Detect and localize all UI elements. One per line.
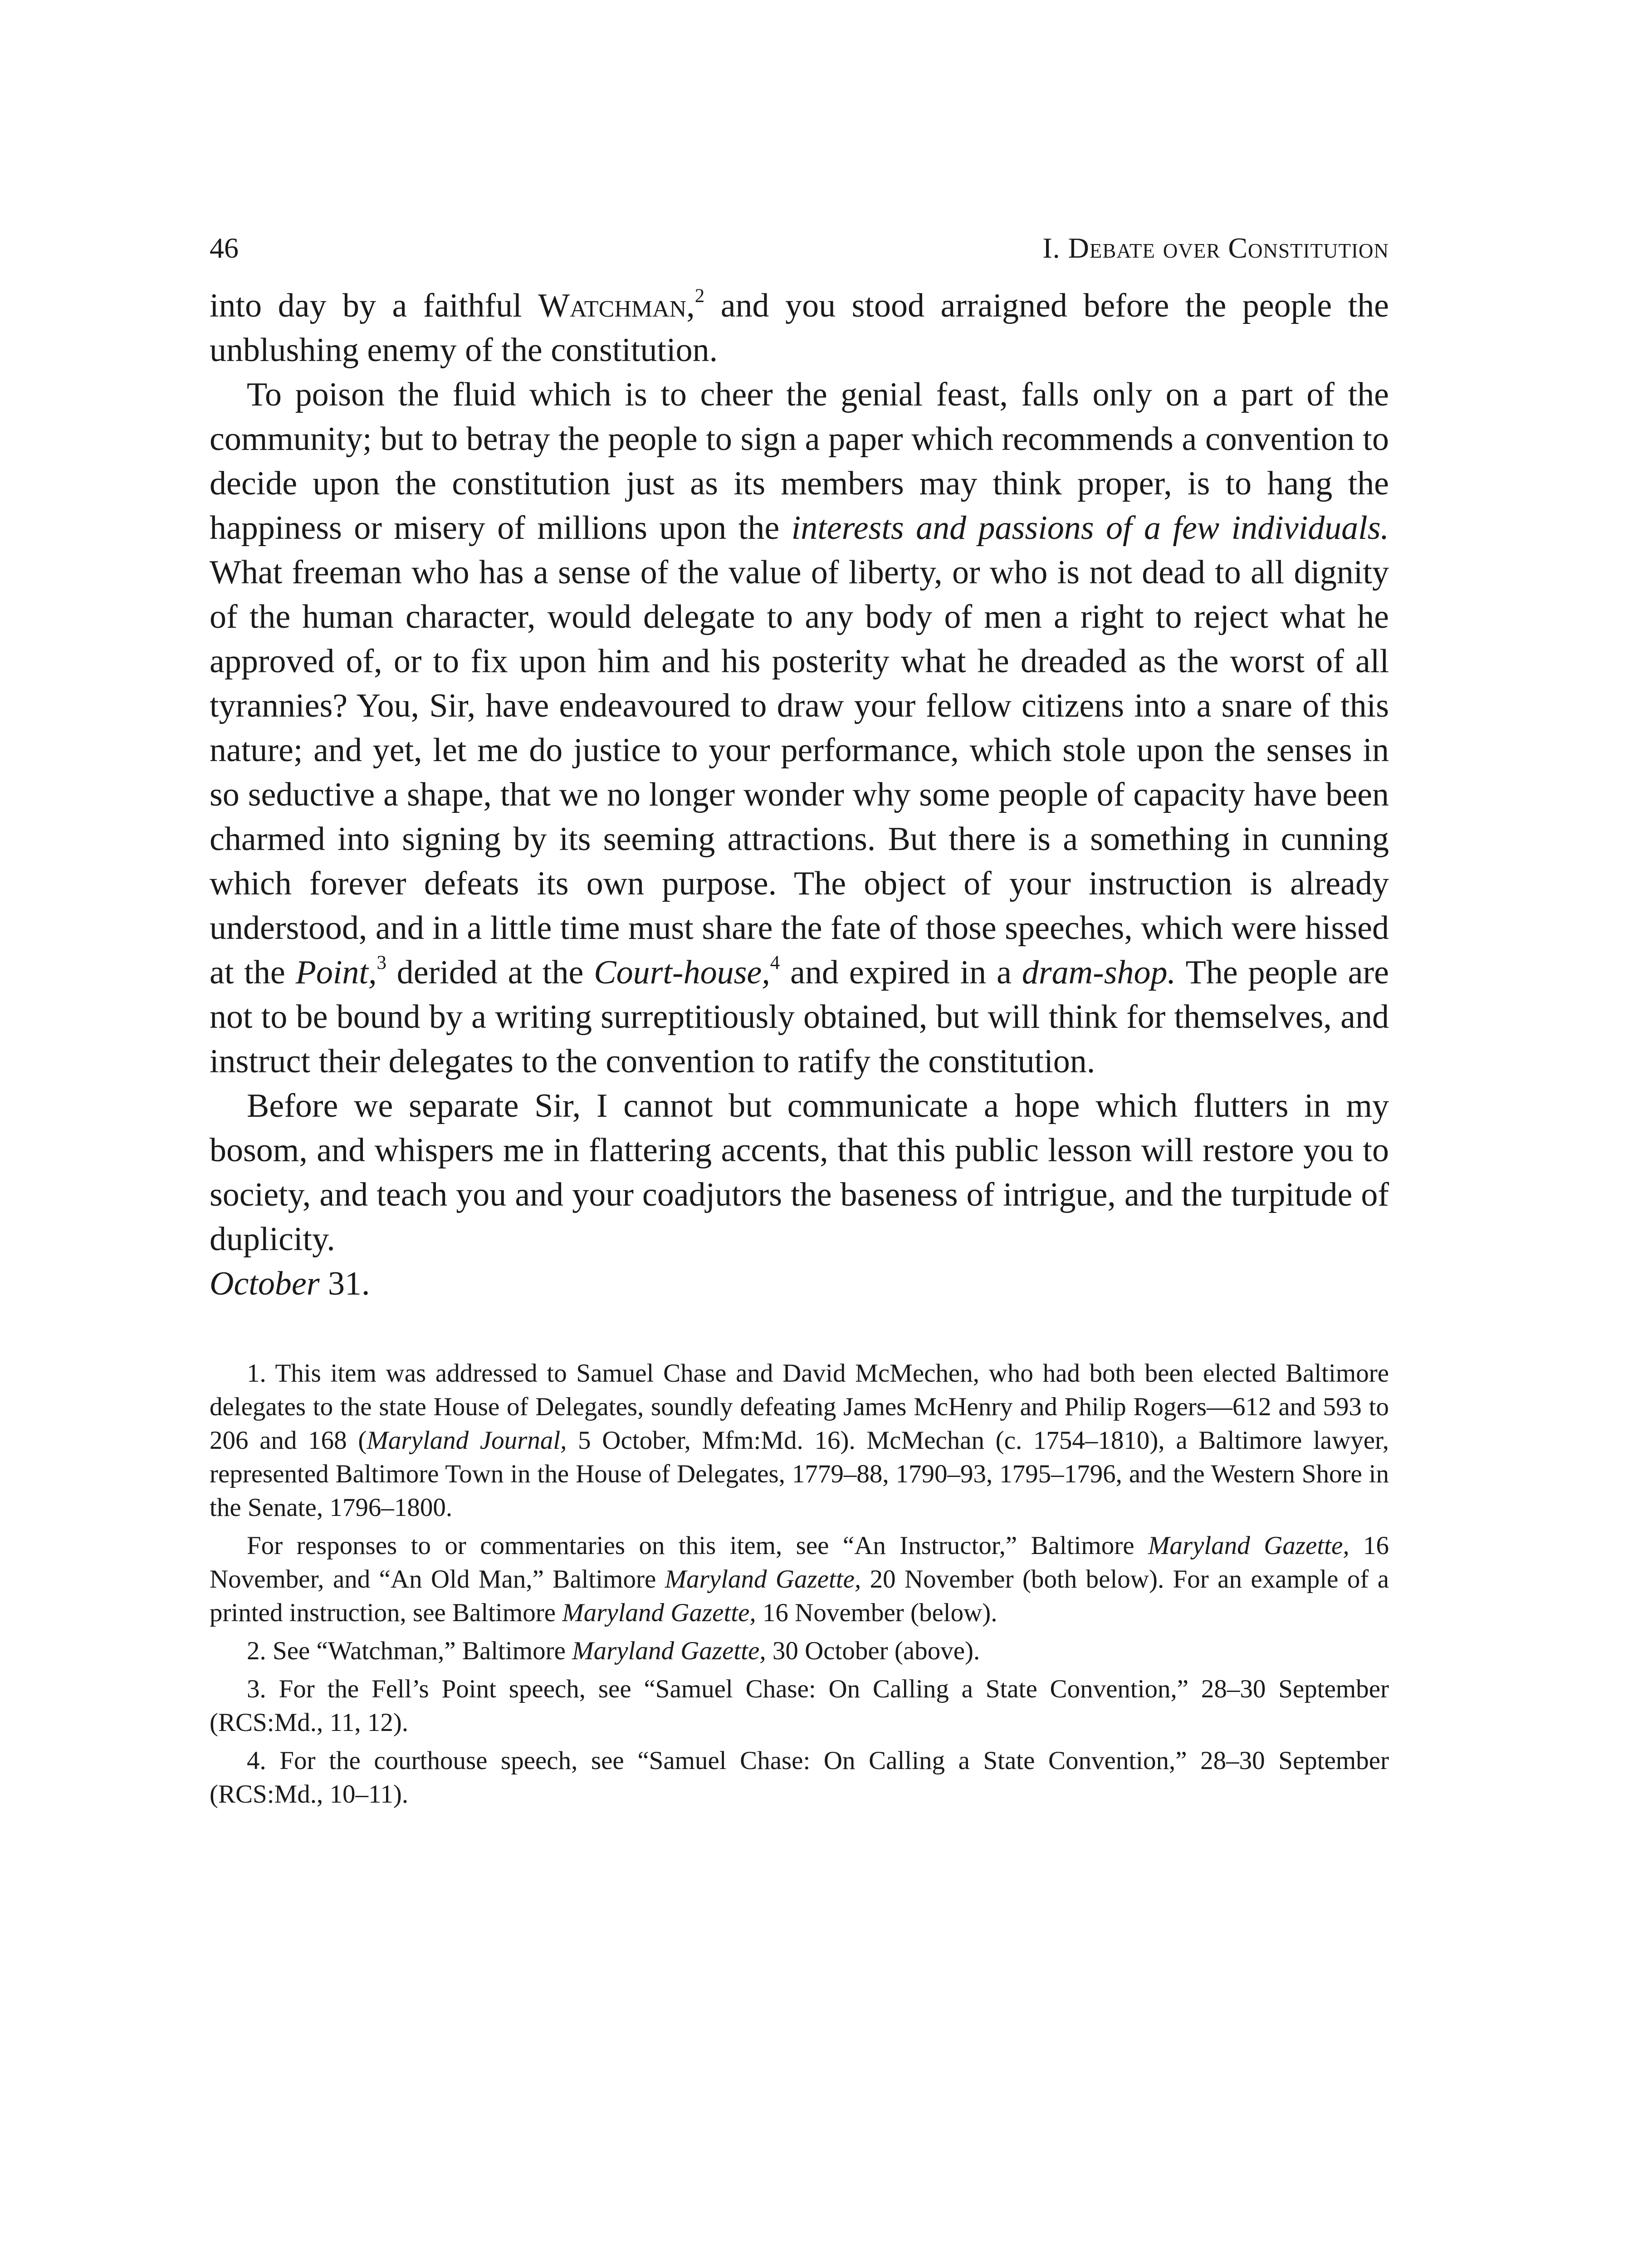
emphasis-interests: interests and passions of a few individuals. — [791, 509, 1389, 547]
dateline-month: October — [210, 1265, 320, 1302]
paragraph-1: into day by a faithful Watchman,$^2$ and you stood arraigned before the people the unblushing enemy of the constitution. — [210, 285, 1389, 369]
page-number: 46 — [210, 232, 239, 264]
dateline-day: 31. — [319, 1265, 370, 1302]
watchman-small-caps: Watchman, — [538, 287, 695, 324]
footnotes — [210, 1357, 1389, 1811]
running-head — [210, 206, 1389, 265]
emphasis-court-house: Court-house, — [594, 954, 770, 991]
emphasis-point: Point, — [295, 954, 377, 991]
footnote-2: 2. See “Watchman,” Baltimore Maryland Gazette, 30 October (above). — [247, 1637, 980, 1665]
footnote-ref-3: 3 — [376, 952, 386, 973]
section-title: I. Debate over Constitution — [1042, 232, 1389, 264]
emphasis-dram-shop: dram-shop. — [1022, 954, 1176, 991]
paragraph-3: Before we separate Sir, I cannot but communicate a hope which flutters in my bosom, and whispers me in flattering accents, that this public lesson will restore you to society, and teach you and your coadjutors the baseness of intrigue, and the turpitude of duplicity. — [210, 1087, 1389, 1258]
footnote-3: 3. For the Fell’s Point speech, see “Samuel Chase: On Calling a State Convention,” 28–30 September (RCS:Md., 11, 12). — [210, 1675, 1389, 1737]
footnote-4: 4. For the courthouse speech, see “Samuel Chase: On Calling a State Convention,” 28–30 September (RCS:Md., 10–11). — [210, 1746, 1389, 1809]
paragraph-2: To poison the fluid which is to cheer the genial feast, falls only on a part of the community; but to betray the people to sign a paper which recommends a convention to decide upon the constitution just as its members may think proper, is to hang the happiness or misery of millions upon the interests and passions of a few individuals. What freeman who has a sense of the value of liberty, or who is not dead to all dignity of the human character, would delegate to any body of men a right to reject what he approved of, or to fix upon him and his posterity what he dreaded as the worst of all tyrannies? You, Sir, have endeavoured to draw your fellow citizens into a snare of this nature; and yet, let me do justice to your performance, which stole upon the senses in so seductive a shape, that we no longer wonder why some people of capacity have been charmed into signing by its seeming attractions. But there is a something in cunning which forever defeats its own purpose. The object of your instruction is already understood, and in a little time must share the fate of those speeches, which were hissed at the Point,$^3$ derided at the Court-house,$^4$ and expired in a dram-shop. The people are not to be bound by a writing surreptitiously obtained, but will think for themselves, and instruct their delegates to the convention to ratify the constitution. — [210, 376, 1389, 1080]
dateline — [210, 1261, 1389, 1306]
footnote-ref-4: 4 — [770, 952, 780, 973]
body-text — [210, 284, 1389, 1306]
footnote-ref-2: 2 — [694, 285, 705, 307]
document-page — [210, 206, 1389, 1816]
footnote-1-continued: For responses to or commentaries on this item, see “An Instructor,” Baltimore Maryland Gazette, 16 November, and “An Old Man,” Baltimore Maryland Gazette, 20 November (both below). For an example of a printed instruction, see Baltimore Maryland Gazette, 16 November (below). — [210, 1531, 1389, 1627]
footnote-1: 1. This item was addressed to Samuel Chase and David McMechen, who had both been elected Baltimore delegates to the state House of Delegates, soundly defeating James McHenry and Philip Rogers—612 and 593 to 206 and 168 (Maryland Journal, 5 October, Mfm:Md. 16). McMechan (c. 1754–1810), a Baltimore lawyer, represented Baltimore Town in the House of Delegates, 1779–88, 1790–93, 1795–1796, and the Western Shore in the Senate, 1796–1800. — [210, 1359, 1389, 1522]
